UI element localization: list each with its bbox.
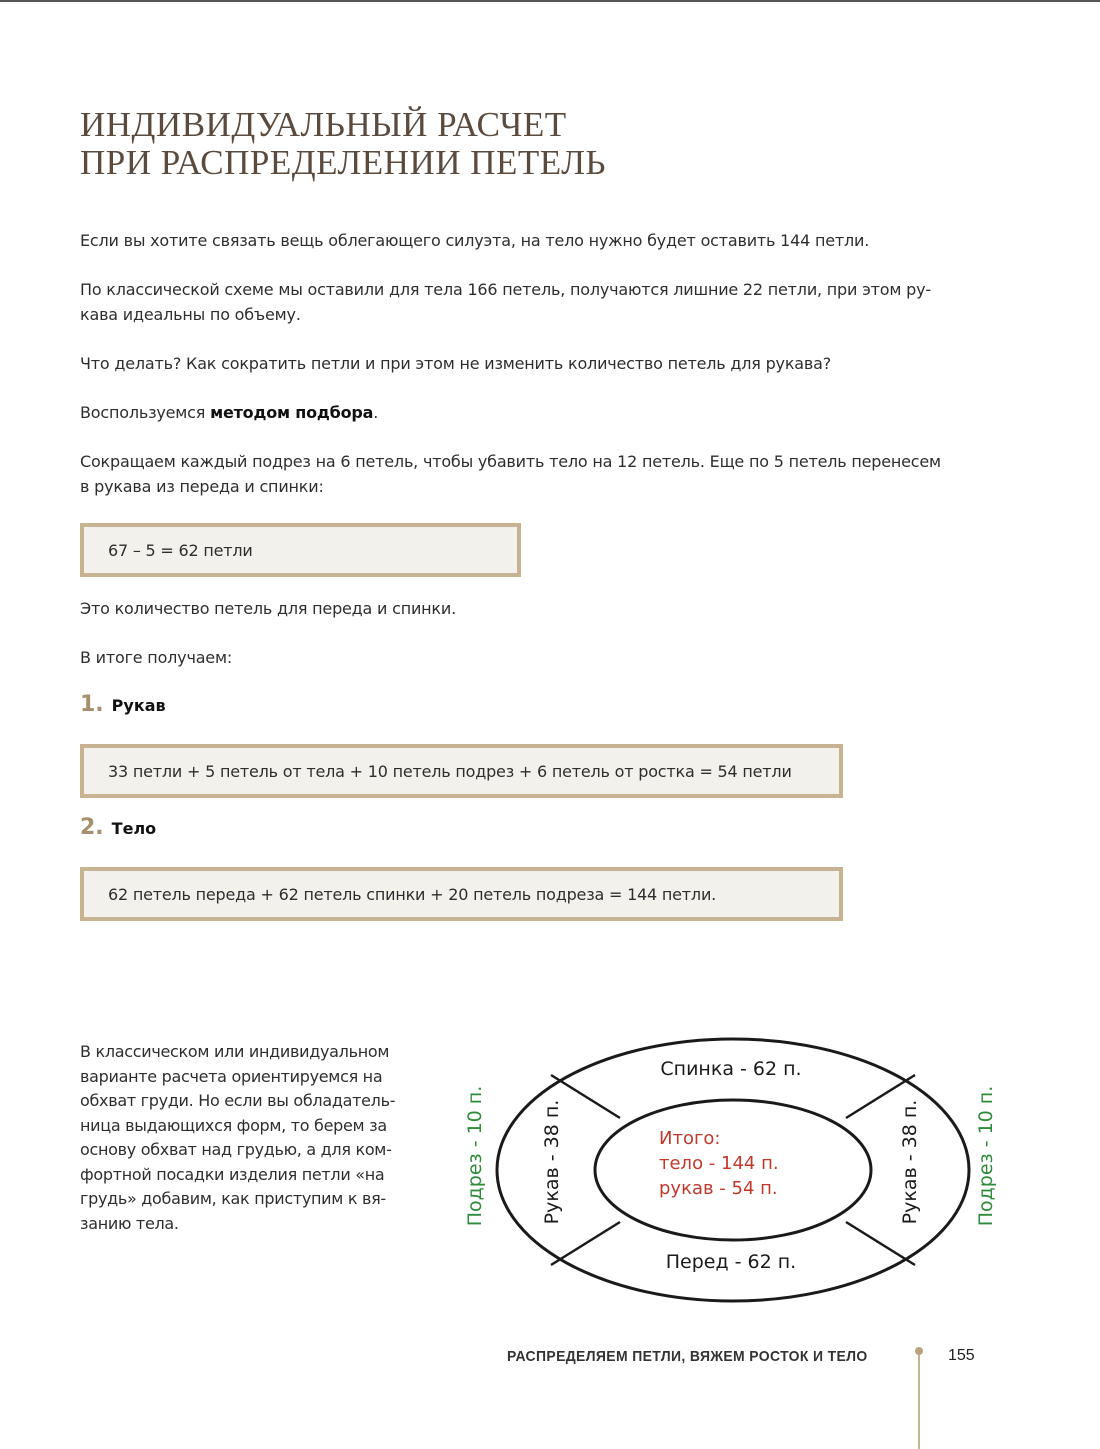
- formula-box-sleeve: [80, 744, 843, 798]
- top-edge-bar: [0, 0, 1100, 2]
- formula-box-front-back: [80, 523, 521, 577]
- label-right-sleeve: Рукав - 38 п.: [899, 1099, 921, 1225]
- total-body: тело - 144 п.: [659, 1153, 779, 1174]
- side-note-paragraph: В классическом или индивидуальном варианте расчета ориентируемся на обхват груди. Но если вы обладатель-ница выдающихся форм, то берем за основу обхват над грудью, а для ком-фортной посадки изделия петли «на грудь» добавим, как приступим к вя-занию тела.: [80, 1042, 396, 1233]
- method-prefix: Воспользуемся: [80, 403, 211, 422]
- label-back: Спинка - 62 п.: [660, 1058, 802, 1080]
- paragraph-line: Сокращаем каждый подрез на 6 петель, чтобы убавить тело на 12 петель. Еще по 5 петель перенесем: [80, 452, 941, 471]
- method-suffix: .: [373, 403, 379, 422]
- formula-text: 67 – 5 = 62 петли: [108, 540, 253, 560]
- paragraph-method: [80, 400, 378, 425]
- section-number: 1.: [80, 692, 104, 717]
- label-left-sleeve: Рукав - 38 п.: [541, 1099, 563, 1225]
- formula-text: 33 петли + 5 петель от тела + 10 петель подрез + 6 петель от ростка = 54 петли: [108, 761, 792, 781]
- paragraph-front-back-count: Это количество петель для переда и спинки.: [80, 599, 456, 618]
- total-sleeve: рукав - 54 п.: [659, 1178, 778, 1199]
- section-label: Тело: [111, 819, 157, 838]
- stitch-distribution-diagram: [455, 1030, 1005, 1310]
- section-number: 2.: [80, 815, 104, 840]
- total-heading: Итого:: [659, 1128, 721, 1149]
- paragraph-intro: Если вы хотите связать вещь облегающего силуэта, на тело нужно будет оставить 144 петли.: [80, 231, 870, 250]
- running-footer-chapter: РАСПРЕДЕЛЯЕМ ПЕТЛИ, ВЯЖЕМ РОСТОК И ТЕЛО: [507, 1348, 868, 1365]
- paragraph-result: В итоге получаем:: [80, 648, 233, 667]
- label-front: Перед - 62 п.: [665, 1251, 797, 1273]
- formula-text: 62 петель переда + 62 петель спинки + 20 петель подреза = 144 петли.: [108, 884, 717, 904]
- title-line-1: ИНДИВИДУАЛЬНЫЙ РАСЧЕТ: [80, 105, 567, 144]
- label-right-underarm: Подрез - 10 п.: [975, 1085, 997, 1227]
- footer-divider-line: [918, 1352, 920, 1449]
- divider-bottom-left: [551, 1222, 620, 1265]
- page-title: [80, 106, 606, 182]
- footer-divider-dot: [915, 1347, 923, 1355]
- divider-bottom-right: [846, 1222, 915, 1265]
- method-bold: методом подбора: [210, 403, 374, 422]
- title-line-2: ПРИ РАСПРЕДЕЛЕНИИ ПЕТЕЛЬ: [80, 143, 607, 182]
- paragraph-line: По классической схеме мы оставили для тела 166 петель, получаются лишние 22 петли, при этом ру-: [80, 280, 931, 299]
- section-heading-sleeve: [80, 692, 166, 717]
- paragraph-line: в рукава из переда и спинки:: [80, 477, 324, 496]
- label-left-underarm: Подрез - 10 п.: [464, 1085, 486, 1227]
- paragraph-classic-scheme: [80, 277, 931, 327]
- paragraph-question: Что делать? Как сократить петли и при этом не изменить количество петель для рукава?: [80, 354, 832, 373]
- formula-box-body: [80, 867, 843, 921]
- section-heading-body: [80, 815, 156, 840]
- page-number: 155: [948, 1347, 975, 1364]
- paragraph-reduce: [80, 449, 941, 499]
- paragraph-line: кава идеальны по объему.: [80, 305, 301, 324]
- section-label: Рукав: [111, 696, 166, 715]
